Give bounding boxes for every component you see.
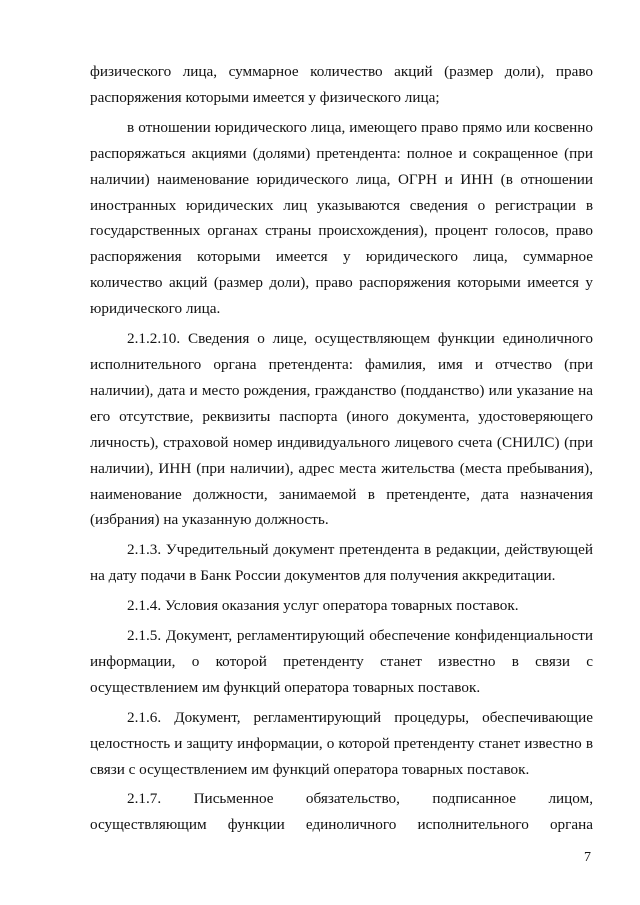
paragraph-legal-entity: в отношении юридического лица, имеющего право прямо или косвенно распоряжаться акциями (долями) претендента: полное и сокращенное (при наличии) наименование юридического лица, ОГРН и ИНН (в отношении иностранных юридических лиц указываются сведения о регистрации в государственных органах страны происхождения), процент голосов, право распоряжения которыми имеется у юридического лица, суммарное количество акций (размер доли), право распоряжения которыми имеется у юридического лица. xyxy=(90,118,593,318)
paragraph-2-1-3: 2.1.3. Учредительный документ претендента в редакции, действующей на дату подачи в Банк России документов для получения аккредитации. xyxy=(90,541,593,585)
paragraph-2-1-2-10: 2.1.2.10. Сведения о лице, осуществляющем функции единоличного исполнительного органа претендента: фамилия, имя и отчество (при наличии), дата и место рождения, гражданство (подданство) или указание на его отсутствие, реквизиты паспорта (иного документа, удостоверяющего личность), страховой номер индивидуального лицевого счета (СНИЛС) (при наличии), ИНН (при наличии), адрес места жительства (места пребывания), наименование должности, занимаемой в претенденте, дата назначения (избрания) на указанную должность. xyxy=(90,330,593,529)
paragraph-2-1-7: 2.1.7. Письменное обязательство, подписанное лицом, осуществляющим функции единоличного исполнительного органа xyxy=(90,790,593,834)
document-body xyxy=(90,59,593,842)
paragraph-2-1-6: 2.1.6. Документ, регламентирующий процедуры, обеспечивающие целостность и защиту информации, о которой претенденту станет известно в связи с осуществлением им функций оператора товарных поставок. xyxy=(90,708,593,778)
page-number: 7 xyxy=(584,850,591,865)
paragraph-2-1-5: 2.1.5. Документ, регламентирующий обеспечение конфиденциальности информации, о которой претенденту станет известно в связи с осуществлением им функций оператора товарных поставок. xyxy=(90,627,593,696)
paragraph-individual-shares: физического лица, суммарное количество акций (размер доли), право распоряжения которыми имеется у физического лица; xyxy=(90,63,593,106)
paragraph-2-1-4: 2.1.4. Условия оказания услуг оператора товарных поставок. xyxy=(127,597,519,615)
